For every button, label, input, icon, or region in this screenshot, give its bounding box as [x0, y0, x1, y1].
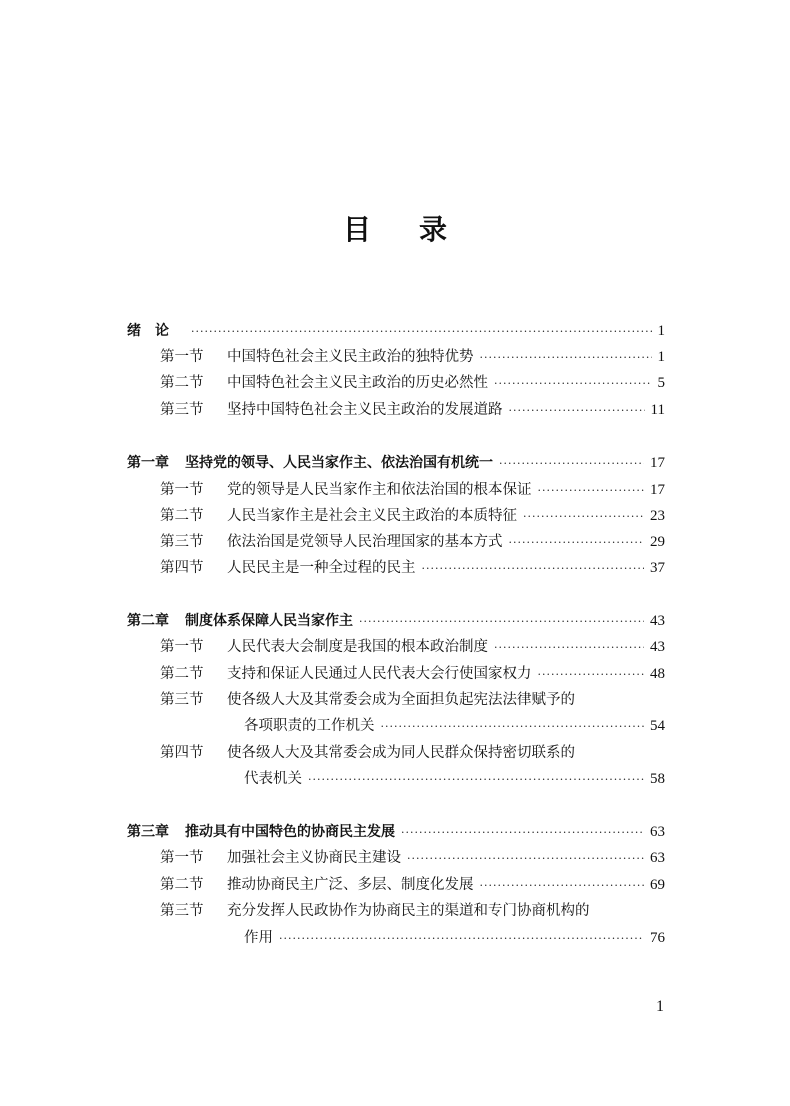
dot-leader [191, 320, 652, 343]
toc-entry-title: 坚持中国特色社会主义民主政治的发展道路 [227, 402, 503, 418]
toc-page-number: 17 [650, 482, 665, 498]
toc-entry[interactable] [127, 874, 665, 896]
dot-leader [422, 557, 645, 580]
toc-section-number: 第一节 [160, 850, 204, 866]
toc-entry[interactable] [127, 479, 665, 501]
dot-leader [509, 399, 645, 422]
toc-entry-chapter-3[interactable] [127, 821, 665, 843]
dot-leader [480, 346, 652, 369]
toc-section-number: 第四节 [160, 560, 204, 576]
toc-entry-chapter-1[interactable] [127, 452, 665, 474]
dot-leader [279, 927, 644, 950]
toc-entry-title: 作用 [244, 930, 273, 946]
toc-section-number: 第二节 [160, 508, 204, 524]
toc-page-number: 11 [650, 402, 665, 418]
toc-entry-continuation[interactable] [127, 927, 665, 949]
toc-entry-intro[interactable] [127, 320, 665, 342]
toc-entry-title: 人民民主是一种全过程的民主 [227, 560, 416, 576]
toc-page-number: 23 [650, 508, 665, 524]
toc-page-number: 43 [650, 613, 665, 629]
toc-page-number: 63 [650, 824, 665, 840]
toc-page-number: 63 [650, 850, 665, 866]
dot-leader [538, 479, 645, 502]
dot-leader [538, 663, 645, 686]
toc-entry[interactable] [127, 636, 665, 658]
toc-page-number: 1 [657, 349, 665, 365]
toc-page-number: 17 [650, 455, 665, 471]
toc-section-number: 第一节 [160, 639, 204, 655]
dot-leader [494, 636, 644, 659]
dot-leader [381, 715, 645, 738]
toc-entry-title: 人民代表大会制度是我国的根本政治制度 [227, 639, 488, 655]
toc-section-number: 第三节 [160, 402, 204, 418]
toc-entry-continuation[interactable] [127, 715, 665, 737]
toc-entry[interactable] [127, 900, 665, 922]
toc-entry[interactable] [127, 372, 665, 394]
toc-entry[interactable] [127, 663, 665, 685]
toc-entry-title: 使各级人大及其常委会成为同人民群众保持密切联系的 [227, 745, 575, 761]
toc-entry[interactable] [127, 847, 665, 869]
toc-entry[interactable] [127, 346, 665, 368]
toc-entry-title: 推动具有中国特色的协商民主发展 [185, 824, 395, 840]
toc-entry-title: 党的领导是人民当家作主和依法治国的根本保证 [227, 482, 532, 498]
toc-page-number: 69 [650, 877, 665, 893]
toc-page-number: 54 [650, 718, 665, 734]
toc-entry-continuation[interactable] [127, 768, 665, 790]
toc-entry[interactable] [127, 505, 665, 527]
toc-page-number: 43 [650, 639, 665, 655]
toc-section-number: 第四节 [160, 745, 204, 761]
toc-entry-title: 加强社会主义协商民主建设 [227, 850, 401, 866]
toc-entry[interactable] [127, 399, 665, 421]
toc-section-number: 第三节 [160, 903, 204, 919]
dot-leader [499, 452, 644, 475]
toc-entry-chapter-2[interactable] [127, 610, 665, 632]
toc-entry-title: 充分发挥人民政协作为协商民主的渠道和专门协商机构的 [227, 903, 590, 919]
toc-page-number: 1 [657, 323, 665, 339]
dot-leader [494, 372, 652, 395]
page-title [0, 212, 790, 248]
dot-leader [480, 874, 645, 897]
toc-entry-title: 坚持党的领导、人民当家作主、依法治国有机统一 [185, 455, 493, 471]
toc-entry-title: 支持和保证人民通过人民代表大会行使国家权力 [227, 666, 532, 682]
toc-entry-title: 中国特色社会主义民主政治的历史必然性 [227, 375, 488, 391]
toc-entry-title: 代表机关 [244, 771, 302, 787]
toc-entry-title: 人民当家作主是社会主义民主政治的本质特征 [227, 508, 517, 524]
toc-entry-title: 各项职责的工作机关 [244, 718, 375, 734]
toc-page-number: 48 [650, 666, 665, 682]
page-title-char-1: 目 [342, 213, 371, 246]
toc-section-number: 第三节 [160, 692, 204, 708]
toc-entry[interactable] [127, 557, 665, 579]
toc-entry-title: 中国特色社会主义民主政治的独特优势 [227, 349, 474, 365]
toc-page-number: 37 [650, 560, 665, 576]
toc-entry-title: 制度体系保障人民当家作主 [185, 613, 353, 629]
toc-section-number: 第二节 [160, 666, 204, 682]
toc-page-number: 29 [650, 534, 665, 550]
toc-section-number: 第一节 [160, 349, 204, 365]
toc-section-number: 第三节 [160, 534, 204, 550]
toc-entry-title: 使各级人大及其常委会成为全面担负起宪法法律赋予的 [227, 692, 575, 708]
toc-page-number: 58 [650, 771, 665, 787]
toc-entry[interactable] [127, 742, 665, 764]
toc-page-number: 5 [657, 375, 665, 391]
toc-entry[interactable] [127, 531, 665, 553]
toc-chapter-number: 第三章 [127, 824, 169, 840]
toc-page-number: 76 [650, 930, 665, 946]
toc-chapter-number: 第二章 [127, 613, 169, 629]
toc-section-number: 第二节 [160, 877, 204, 893]
page-title-char-2: 录 [419, 213, 448, 246]
toc-chapter-number: 第一章 [127, 455, 169, 471]
dot-leader [509, 531, 645, 554]
dot-leader [407, 847, 644, 870]
dot-leader [523, 505, 644, 528]
toc-chapter-number: 绪 论 [127, 323, 169, 339]
dot-leader [359, 610, 644, 633]
dot-leader [308, 768, 644, 791]
dot-leader [401, 821, 644, 844]
toc-section-number: 第二节 [160, 375, 204, 391]
toc-entry[interactable] [127, 689, 665, 711]
toc-entry-title: 依法治国是党领导人民治理国家的基本方式 [227, 534, 503, 550]
page-number: 1 [656, 998, 664, 1015]
toc-entry-title: 推动协商民主广泛、多层、制度化发展 [227, 877, 474, 893]
toc-section-number: 第一节 [160, 482, 204, 498]
